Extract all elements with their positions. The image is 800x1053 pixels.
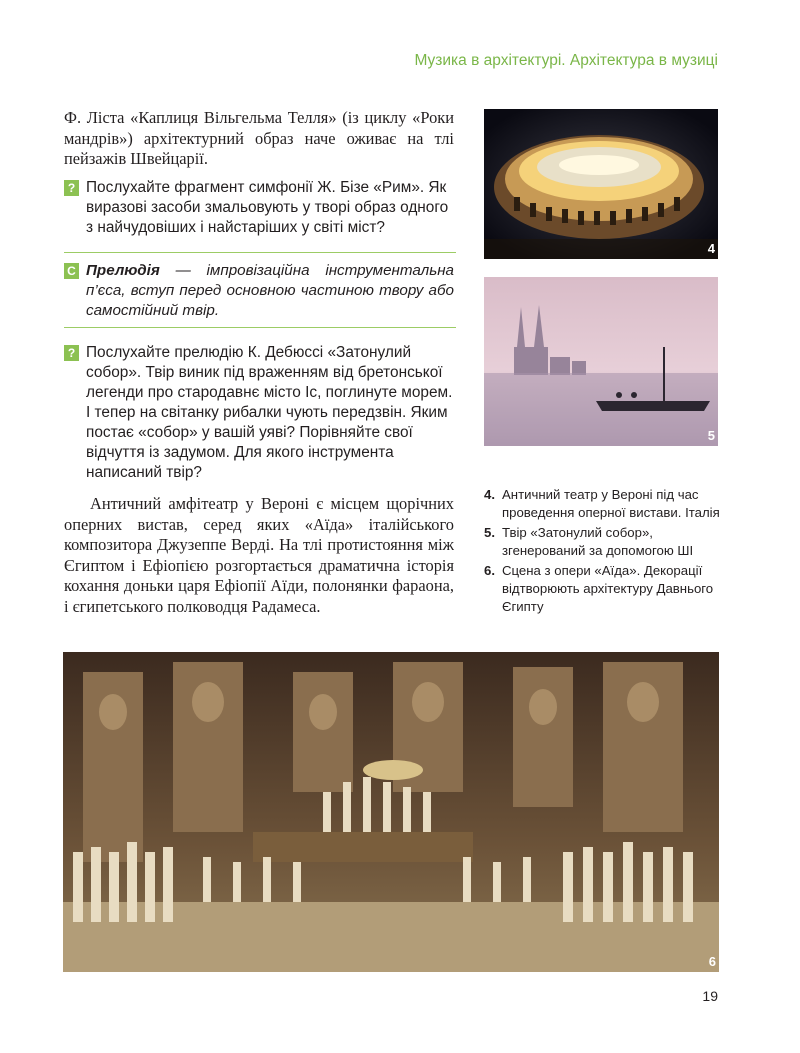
page-number: 19	[702, 988, 718, 1004]
figure-number: 5	[707, 428, 715, 443]
caption-4	[484, 486, 724, 522]
caption-5	[484, 524, 724, 560]
caption-number: 5.	[484, 525, 495, 540]
task-text: Послухайте фрагмент симфонії Ж. Бізе «Рим». Як виразові засоби змальовують у творі образ одного з найчудовіших і найстаріших у світі міст?	[86, 179, 449, 236]
definition-bottom-rule	[64, 327, 456, 328]
listening-task-debussy	[64, 343, 454, 483]
photo-verona-arena	[484, 109, 718, 259]
definition-term: Прелюдія	[86, 262, 160, 279]
caption-6	[484, 562, 724, 616]
question-icon: ?	[64, 180, 79, 196]
listening-task-bizet	[64, 178, 454, 238]
question-icon: ?	[64, 345, 79, 361]
figure-number: 4	[707, 241, 715, 256]
concept-icon: С	[64, 263, 79, 279]
definition-top-rule	[64, 252, 456, 253]
intro-paragraph: Ф. Ліста «Каплиця Вільгельма Телля» (із циклу «Роки мандрів») архітектурний образ наче оживає на тлі пейзажів Швейцарії.	[64, 108, 454, 168]
caption-text: Античний театр у Вероні під час проведення оперної вистави. Італія	[502, 487, 720, 520]
definition-text: — імпровізаційна інструментальна п’єса, вступ перед основною частиною твору або самостійний твір.	[86, 262, 454, 319]
figure-captions	[484, 486, 724, 618]
caption-text: Сцена з опери «Аїда». Декорації відтворюють архітектуру Давнього Єгипту	[502, 563, 714, 614]
task-text: Послухайте прелюдію К. Дебюссі «Затонулий собор». Твір виник під враженням від бретонської легенди про стародавнє місто Іс, поглинуте морем. І тепер на світанку рибалки чують передзвін. Яким постає «собор» у вашій уяві? Порівняйте свої відчуття із задумом. Для якого інструмента написаний твір?	[86, 344, 453, 481]
caption-number: 6.	[484, 563, 495, 578]
definition-block	[64, 261, 454, 321]
figure-number: 6	[708, 954, 716, 969]
photo-aida-scene	[63, 652, 719, 972]
caption-number: 4.	[484, 487, 495, 502]
running-header: Музика в архітектурі. Архітектура в музиці	[414, 52, 718, 69]
caption-text: Твір «Затонулий собор», згенерований за допомогою ШІ	[502, 525, 694, 558]
body-paragraph: Античний амфітеатр у Вероні є місцем щорічних оперних вистав, серед яких «Аїда» італійського композитора Джузеппе Верді. На тлі протистояння між Єгиптом і Ефіопією розгортається драматична історія кохання доньки царя Ефіопії Аїди, полонянки фараона, і єгипетського полководця Радамеса.	[64, 494, 454, 616]
photo-sunken-cathedral	[484, 277, 718, 446]
